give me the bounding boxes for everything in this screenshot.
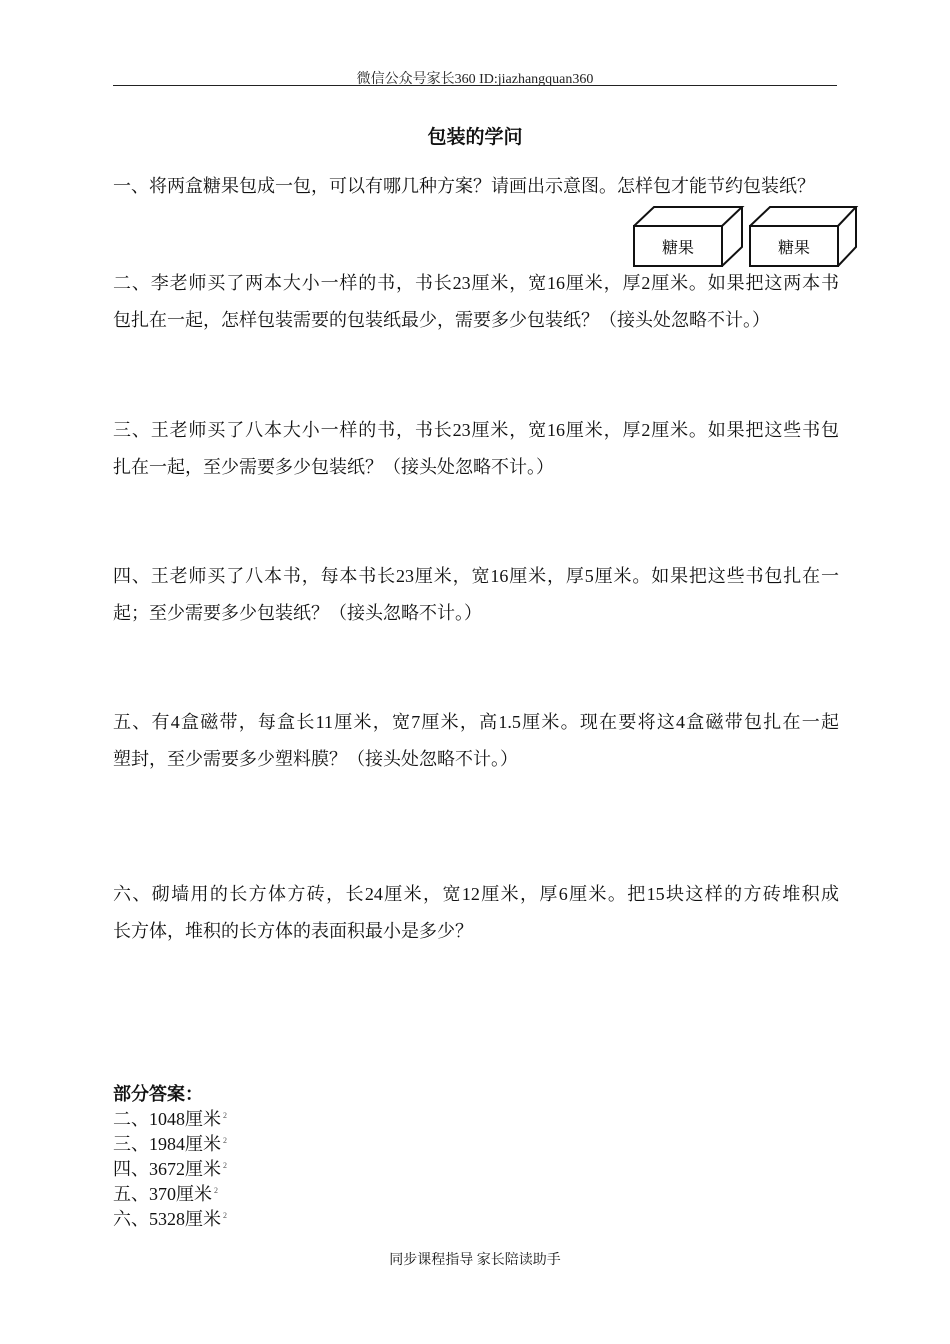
answer-item: 三、1984厘米 $^2$ bbox=[113, 1134, 227, 1154]
question-3-number: 三、 bbox=[113, 420, 151, 440]
question-2-line-2: 包扎在一起，怎样包装需要的包装纸最少，需要多少包装纸？（接头处忽略不计。） bbox=[113, 310, 770, 330]
question-6-line-2: 长方体，堆积的长方体的表面积最小是多少？ bbox=[113, 921, 473, 941]
question-5 bbox=[113, 704, 839, 778]
candy-box-1-label: 糖果 bbox=[661, 238, 695, 257]
question-4 bbox=[113, 558, 839, 632]
question-3-line-1: 王老师买了八本大小一样的书，书长23厘米，宽16厘米，厚2厘米。如果把这些书包 bbox=[150, 420, 840, 440]
candy-box-2 bbox=[750, 207, 856, 266]
question-3-line-2: 扎在一起，至少需要多少包装纸？（接头处忽略不计。） bbox=[113, 457, 554, 477]
question-6-line-1: 砌墙用的长方体方砖，长24厘米，宽12厘米，厚6厘米。把15块这样的方砖堆积成 bbox=[151, 884, 840, 904]
question-3 bbox=[113, 412, 839, 486]
answer-item: 四、3672厘米 $^2$ bbox=[113, 1159, 227, 1179]
question-5-number: 五、 bbox=[113, 712, 152, 732]
header-divider bbox=[113, 85, 837, 86]
answer-item: 五、370厘米 $^2$ bbox=[113, 1184, 218, 1204]
candy-boxes-figure bbox=[632, 204, 860, 270]
question-2-number: 二、 bbox=[113, 273, 151, 293]
candy-box-2-label: 糖果 bbox=[777, 238, 811, 257]
page-footer: 同步课程指导 家长陪读助手 bbox=[389, 1253, 561, 1268]
question-2 bbox=[113, 265, 839, 339]
question-1 bbox=[113, 168, 839, 205]
question-1-line-1: 将两盒糖果包成一包，可以有哪几种方案？请画出示意图。怎样包才能节约包装纸？ bbox=[149, 176, 815, 196]
question-6 bbox=[113, 876, 839, 950]
answer-item: 二、1048厘米 $^2$ bbox=[113, 1109, 227, 1129]
question-2-line-1: 李老师买了两本大小一样的书，书长23厘米，宽16厘米，厚2厘米。如果把这两本书 bbox=[150, 273, 840, 293]
answers-heading: 部分答案： bbox=[113, 1084, 203, 1104]
question-5-line-2: 塑封，至少需要多少塑料膜？（接头处忽略不计。） bbox=[113, 749, 518, 769]
question-4-line-2: 起；至少需要多少包装纸？（接头忽略不计。） bbox=[113, 603, 482, 623]
page-title: 包装的学问 bbox=[427, 127, 523, 148]
question-4-number: 四、 bbox=[113, 566, 151, 586]
question-5-line-1: 有4盒磁带，每盒长11厘米，宽7厘米，高1.5厘米。现在要将这4盒磁带包扎在一起 bbox=[151, 712, 839, 732]
page-header: 微信公众号家长360 ID:jiazhangquan360 bbox=[356, 72, 594, 87]
candy-box-1 bbox=[634, 207, 742, 266]
question-4-line-1: 王老师买了八本书，每本书长23厘米，宽16厘米，厚5厘米。如果把这些书包扎在一 bbox=[150, 566, 840, 586]
answer-item: 六、5328厘米 $^2$ bbox=[113, 1209, 227, 1229]
question-6-number: 六、 bbox=[113, 884, 152, 904]
question-1-number: 一、 bbox=[113, 176, 149, 196]
